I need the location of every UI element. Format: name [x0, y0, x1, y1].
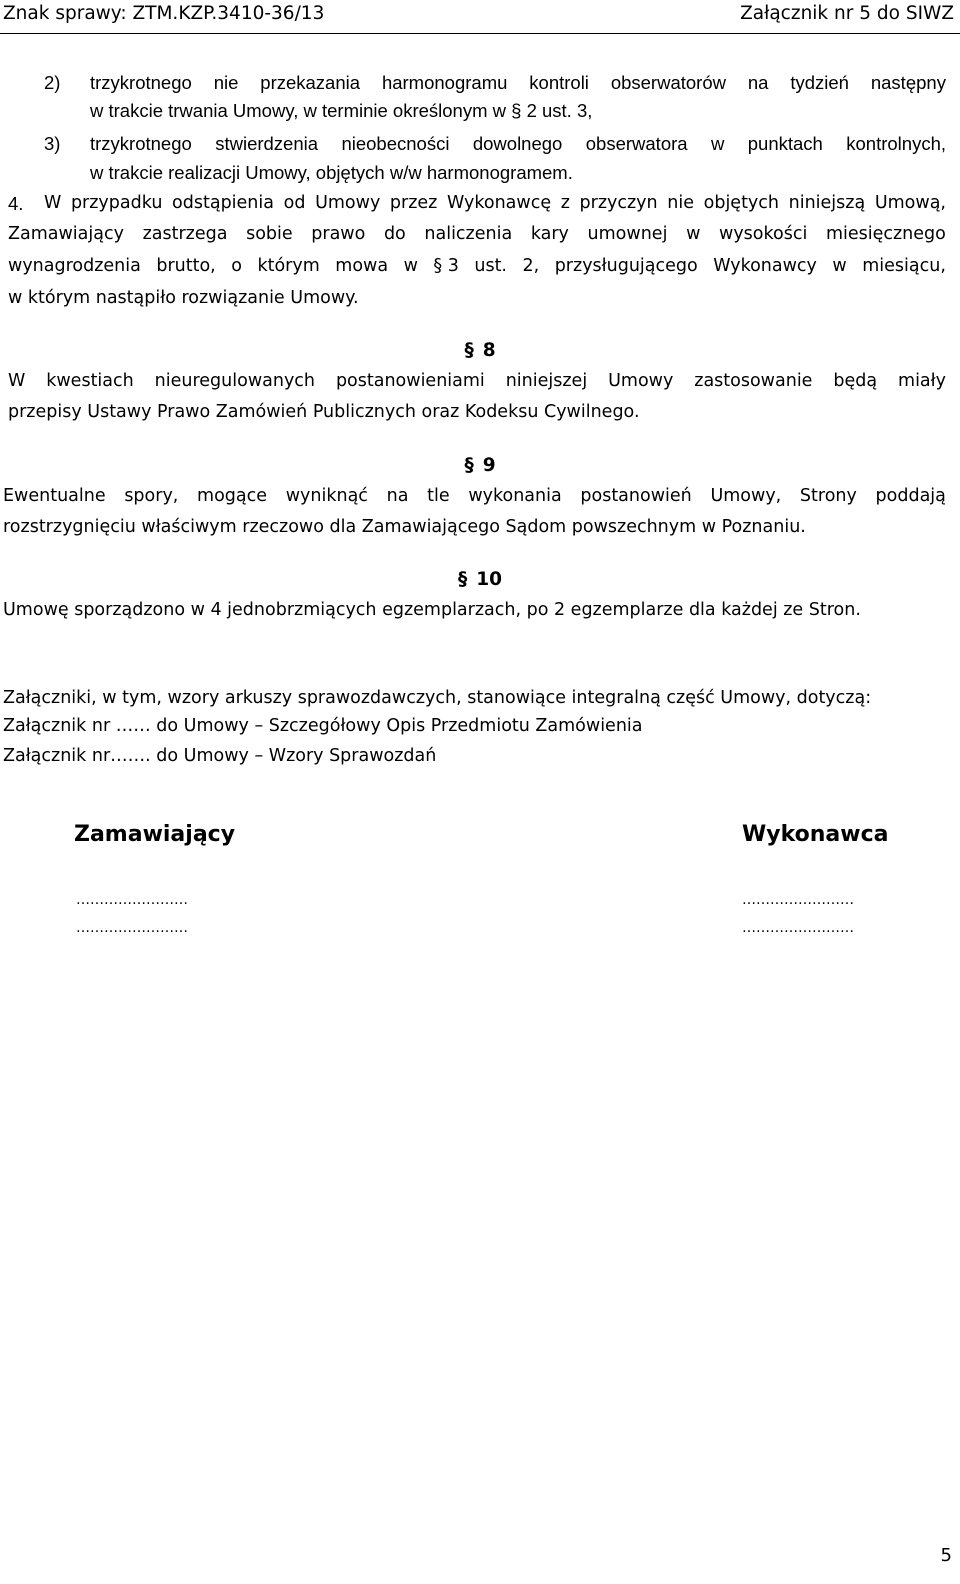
word: w — [403, 256, 418, 276]
word: punktach — [747, 133, 823, 154]
section-sign-icon: § — [464, 455, 474, 476]
word: Umową, — [874, 193, 946, 213]
word: Wykonawcę — [447, 193, 552, 213]
word: kwestiach — [46, 371, 134, 391]
signature-line-right-2: …………………… — [742, 920, 854, 936]
word: na — [386, 486, 409, 506]
word: zastrzega — [142, 224, 228, 244]
word: nie — [213, 72, 239, 93]
word: odstąpienia — [172, 193, 274, 213]
item-3-number: 3) — [44, 133, 61, 154]
word: będą — [833, 371, 878, 391]
word: obserwatorów — [610, 72, 726, 93]
word: z — [560, 193, 570, 213]
word: na — [747, 72, 769, 93]
word: kontrolnych, — [846, 133, 946, 154]
word: trzykrotnego — [90, 133, 192, 154]
word: miesięcznego — [825, 224, 946, 244]
attachment-1: Załącznik nr …… do Umowy – Szczegółowy Opis Przedmiotu Zamówienia — [3, 716, 643, 736]
item-2-line-1 — [90, 72, 946, 94]
item-2-number: 2) — [44, 72, 61, 93]
word: mowa — [335, 256, 389, 276]
word: wysokości — [719, 224, 808, 244]
word: W — [8, 371, 26, 391]
word: którym — [257, 256, 320, 276]
section-9-line-1 — [3, 486, 946, 506]
section-8-number: 8 — [482, 340, 496, 361]
word: W — [44, 193, 62, 213]
item-3-line-1 — [90, 133, 946, 155]
item-3-line-2: w trakcie realizacji Umowy, objętych w/w harmonogramem. — [90, 162, 573, 183]
word: przyczyn — [579, 193, 658, 213]
word: kontroli — [529, 72, 589, 93]
signature-label-zamawiajacy: Zamawiający — [74, 822, 236, 847]
signature-line-right-1: …………………… — [742, 892, 854, 908]
attachments-intro: Załączniki, w tym, wzory arkuszy sprawozdawczych, stanowiące integralną część Umowy, dotyczą: — [3, 688, 872, 708]
word: Umowy — [608, 371, 674, 391]
word: nie — [667, 193, 694, 213]
word: § 3 — [433, 256, 459, 276]
word: następny — [870, 72, 946, 93]
word: wykonania — [468, 486, 562, 506]
point-4-line-4: w którym nastąpiło rozwiązanie Umowy. — [8, 288, 359, 308]
word: Umowy, — [710, 486, 782, 506]
section-8-heading — [0, 340, 960, 361]
section-8-line-2: przepisy Ustawy Prawo Zamówień Publicznych oraz Kodeksu Cywilnego. — [8, 402, 640, 422]
section-sign-icon: § — [458, 569, 468, 590]
signature-label-wykonawca: Wykonawca — [742, 822, 889, 847]
word: poddają — [875, 486, 946, 506]
word: nieobecności — [341, 133, 450, 154]
word: tydzień — [790, 72, 849, 93]
section-9-number: 9 — [482, 455, 496, 476]
word: stwierdzenia — [215, 133, 319, 154]
word: o — [231, 256, 242, 276]
attachment-label: Załącznik nr 5 do SIWZ — [740, 3, 954, 24]
word: w — [686, 224, 701, 244]
word: Zamawiający — [8, 224, 124, 244]
word: Umowy — [315, 193, 381, 213]
word: przez — [389, 193, 438, 213]
word: obserwatora — [585, 133, 688, 154]
section-sign-icon: § — [464, 340, 474, 361]
section-10-heading — [0, 569, 960, 590]
word: od — [283, 193, 306, 213]
word: postanowień — [580, 486, 692, 506]
word: wynagrodzenia — [8, 256, 141, 276]
word: do — [383, 224, 406, 244]
word: harmonogramu — [381, 72, 508, 93]
word: Wykonawcy — [713, 256, 817, 276]
word: Strony — [799, 486, 857, 506]
word: Ewentualne — [3, 486, 106, 506]
word: dowolnego — [472, 133, 563, 154]
point-4-line-1 — [44, 193, 946, 213]
word: postanowieniami — [335, 371, 485, 391]
section-9-line-2: rozstrzygnięciu właściwym rzeczowo dla Zamawiającego Sądom powszechnym w Poznaniu. — [3, 517, 806, 537]
page-header — [0, 0, 960, 34]
page-number: 5 — [940, 1545, 952, 1566]
word: w — [710, 133, 725, 154]
word: miesiącu, — [862, 256, 946, 276]
signature-line-left-1: …………………… — [76, 892, 188, 908]
section-9-heading — [0, 455, 960, 476]
signature-line-left-2: …………………… — [76, 920, 188, 936]
item-2-line-2: w trakcie trwania Umowy, w terminie określonym w § 2 ust. 3, — [90, 100, 593, 121]
word: miały — [898, 371, 946, 391]
word: przysługującego — [554, 256, 698, 276]
word: przekazania — [260, 72, 361, 93]
word: nieuregulowanych — [154, 371, 316, 391]
word: kary — [530, 224, 569, 244]
word: niniejszej — [505, 371, 588, 391]
word: spory, — [124, 486, 179, 506]
point-4-line-3 — [8, 256, 946, 276]
word: mogące — [197, 486, 268, 506]
word: niniejszą — [788, 193, 866, 213]
word: ust. — [474, 256, 507, 276]
word: naliczenia — [424, 224, 513, 244]
word: w — [832, 256, 847, 276]
word: brutto, — [156, 256, 216, 276]
word: zastosowanie — [694, 371, 813, 391]
section-8-line-1 — [8, 371, 946, 391]
word: tle — [427, 486, 450, 506]
attachment-2: Załącznik nr……. do Umowy – Wzory Sprawozdań — [3, 746, 437, 766]
word: trzykrotnego — [90, 72, 192, 93]
word: przypadku — [70, 193, 163, 213]
word: sobie — [246, 224, 293, 244]
word: wyniknąć — [285, 486, 368, 506]
word: 2, — [522, 256, 540, 276]
section-10-line-1: Umowę sporządzono w 4 jednobrzmiących egzemplarzach, po 2 egzemplarze dla każdej ze Stron. — [3, 600, 861, 620]
word: prawo — [311, 224, 366, 244]
case-number: Znak sprawy: ZTM.KZP.3410-36/13 — [3, 3, 325, 24]
point-4-number: 4. — [8, 193, 24, 214]
point-4-line-2 — [8, 224, 946, 244]
section-10-number: 10 — [476, 569, 502, 590]
word: umownej — [587, 224, 668, 244]
word: objętych — [703, 193, 779, 213]
